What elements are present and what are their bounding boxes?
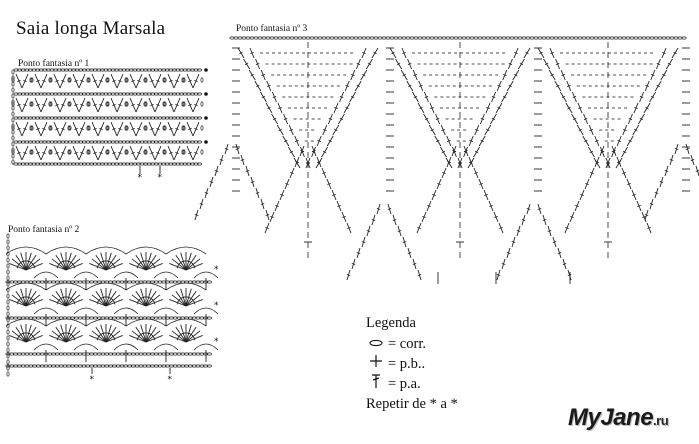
- svg-text:*: *: [157, 173, 162, 183]
- pattern-1-label: Ponto fantasia nº 1: [18, 59, 90, 69]
- legend-text-double-crochet: = p.a.: [388, 376, 421, 392]
- legend-heading: Legenda: [366, 315, 416, 331]
- svg-text:*: *: [137, 173, 142, 183]
- pattern-2-label: Ponto fantasia nº 2: [8, 225, 80, 235]
- repeat-note: Repetir de * a *: [366, 396, 458, 412]
- pattern-2-chart: [6, 236, 221, 384]
- watermark-logo: [568, 404, 668, 432]
- legend-item-double-crochet: [366, 374, 458, 394]
- svg-text:*: *: [214, 337, 219, 347]
- pattern-3-chart: [228, 34, 693, 296]
- svg-text:*: *: [167, 375, 172, 385]
- single-crochet-icon: [366, 354, 386, 374]
- pattern-1-chart: [10, 68, 210, 183]
- watermark-main: MyJane: [568, 404, 654, 431]
- legend-text-single-crochet: = p.b..: [388, 356, 426, 372]
- legend-item-single-crochet: [366, 354, 458, 374]
- legend-item-chain: [366, 334, 458, 354]
- legend-text-chain: = corr.: [388, 336, 426, 352]
- svg-text:*: *: [214, 301, 219, 311]
- svg-text:*: *: [89, 375, 94, 385]
- watermark-suffix: .ru: [653, 413, 669, 428]
- legend: [366, 313, 458, 414]
- double-crochet-icon: [366, 373, 386, 395]
- page-title: Saia longa Marsala: [16, 18, 166, 39]
- pattern-3-label: Ponto fantasia nº 3: [236, 24, 308, 34]
- chain-stitch-icon: [366, 334, 386, 354]
- svg-text:*: *: [214, 265, 219, 275]
